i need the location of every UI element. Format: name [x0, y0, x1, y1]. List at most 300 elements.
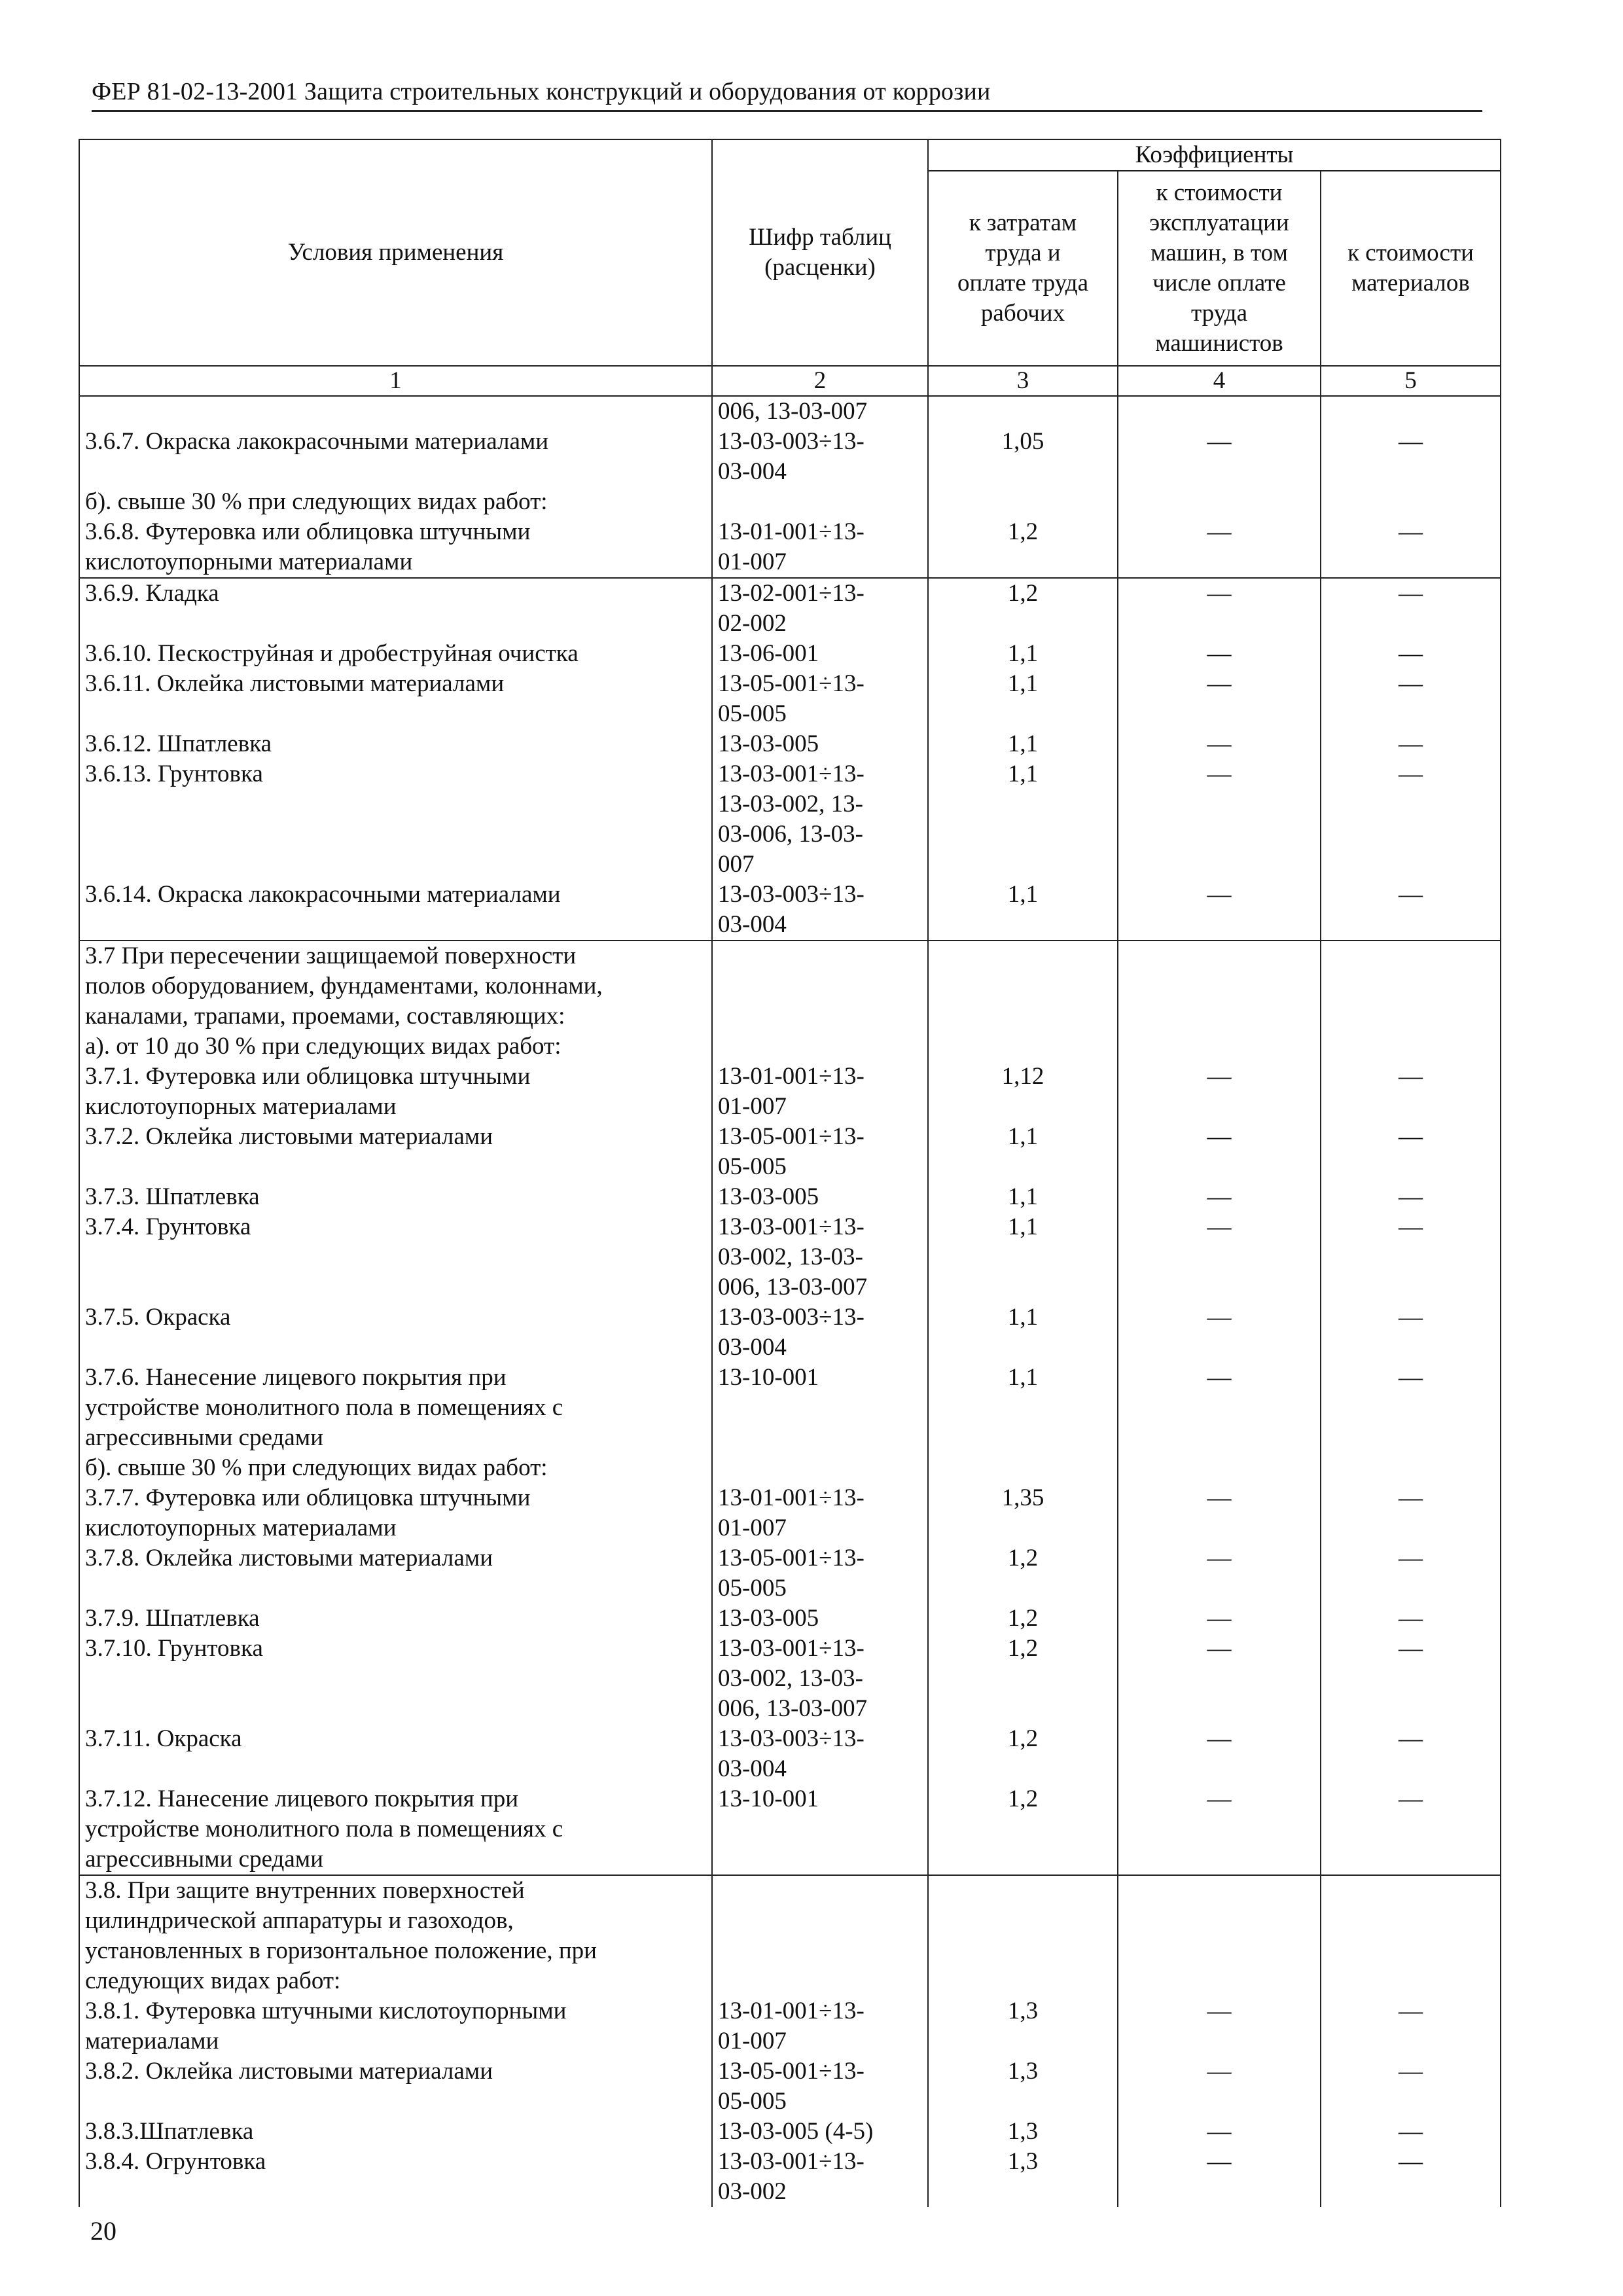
- cell-line: [1124, 1001, 1315, 1031]
- machine-coefficient-cell: [1118, 1483, 1321, 1543]
- material-coefficient-cell: [1321, 1604, 1501, 1634]
- header-table-code-line-2: (расценки): [764, 254, 876, 281]
- cell-line: 3.8.3.Шпатлевка: [85, 2118, 254, 2145]
- cell-line: [1124, 1966, 1315, 1996]
- cell-line: —: [1207, 1635, 1232, 1662]
- condition-cell: [79, 1996, 712, 2056]
- condition-cell: [79, 669, 712, 729]
- cell-line: [85, 457, 706, 487]
- cell-line: [85, 819, 706, 850]
- cell-line: —: [1207, 670, 1232, 697]
- cell-line: 13-01-001÷13-: [718, 1063, 865, 1090]
- cell-line: [1327, 971, 1495, 1001]
- material-coefficient-cell: [1321, 1182, 1501, 1212]
- cell-line: 3.7.12. Нанесение лицевого покрытия при: [85, 1785, 519, 1812]
- machine-coefficient-cell: [1118, 1875, 1321, 1996]
- table-row: [79, 396, 1501, 487]
- condition-cell: [79, 759, 712, 880]
- cell-line: 3.7 При пересечении защищаемой поверхности: [85, 942, 577, 969]
- cell-line: 13-03-001÷13-: [718, 1635, 865, 1662]
- cell-line: 13-01-001÷13-: [718, 1998, 865, 2024]
- table-row: [79, 1543, 1501, 1604]
- machine-coefficient-cell: [1118, 1996, 1321, 2056]
- labor-coefficient-cell: [928, 2117, 1118, 2147]
- header-rule: [92, 110, 1482, 112]
- table-code-cell: [712, 1996, 928, 2056]
- cell-line: 1,1: [1007, 670, 1039, 697]
- cell-line: 13-03-001÷13-: [718, 2148, 865, 2175]
- cell-line: [85, 1152, 706, 1182]
- cell-line: [1327, 1423, 1495, 1453]
- cell-line: 3.7.1. Футеровка или облицовка штучными: [85, 1063, 531, 1090]
- cell-line: —: [1399, 730, 1423, 757]
- cell-line: [718, 1936, 922, 1966]
- cell-line: [1327, 2177, 1495, 2207]
- cell-line: 1,3: [1007, 1998, 1039, 2024]
- cell-line: [1327, 1573, 1495, 1604]
- cell-line: 05-005: [718, 700, 787, 727]
- labor-coefficient-cell: [928, 1724, 1118, 1784]
- cell-line: [1327, 487, 1495, 517]
- cell-line: [1327, 789, 1495, 819]
- cell-line: 1,1: [1007, 881, 1039, 908]
- cell-line: 13-03-005: [718, 1605, 819, 1632]
- machine-coefficient-cell: [1118, 639, 1321, 669]
- cell-line: [934, 2026, 1112, 2056]
- cell-line: 1,35: [1001, 1484, 1044, 1511]
- cell-line: 1,1: [1007, 730, 1039, 757]
- cell-line: [85, 2087, 706, 2117]
- cell-line: [1124, 1092, 1315, 1122]
- cell-line: б). свыше 30 % при следующих видах работ:: [85, 1454, 548, 1481]
- cell-line: —: [1399, 1304, 1423, 1331]
- cell-line: 05-005: [718, 1153, 787, 1180]
- header-labor-line: труда и: [985, 240, 1061, 266]
- cell-line: 3.7.3. Шпатлевка: [85, 1183, 260, 1210]
- cell-line: 3.7.11. Окраска: [85, 1725, 242, 1752]
- labor-coefficient-cell: [928, 880, 1118, 941]
- cell-line: [934, 1152, 1112, 1182]
- cell-line: [1124, 2026, 1315, 2056]
- cell-line: [1124, 1694, 1315, 1724]
- table-code-cell: [712, 1302, 928, 1363]
- labor-coefficient-cell: [928, 1302, 1118, 1363]
- material-coefficient-cell: [1321, 1634, 1501, 1724]
- machine-coefficient-cell: [1118, 487, 1321, 517]
- cell-line: 3.6.12. Шпатлевка: [85, 730, 272, 757]
- cell-line: —: [1207, 2118, 1232, 2145]
- cell-line: 3.6.7. Окраска лакокрасочными материалами: [85, 428, 549, 455]
- table-row: [79, 517, 1501, 578]
- cell-line: [934, 1423, 1112, 1453]
- cell-line: 1,2: [1007, 1545, 1039, 1571]
- cell-line: [1124, 1152, 1315, 1182]
- table-code-cell: [712, 2056, 928, 2117]
- cell-line: —: [1399, 1123, 1423, 1150]
- cell-line: [1327, 1001, 1495, 1031]
- cell-line: 13-10-001: [718, 1785, 819, 1812]
- header-labor: [928, 171, 1118, 366]
- table-code-cell: [712, 2147, 928, 2207]
- header-machines-line: к стоимости: [1156, 179, 1283, 206]
- cell-line: [1124, 789, 1315, 819]
- cell-line: 13-03-001÷13-: [718, 1213, 865, 1240]
- table-code-cell: [712, 1182, 928, 1212]
- cell-line: агрессивными средами: [85, 1846, 324, 1873]
- cell-line: [1124, 1664, 1315, 1694]
- cell-line: [934, 2087, 1112, 2117]
- labor-coefficient-cell: [928, 1453, 1118, 1483]
- cell-line: —: [1207, 2058, 1232, 2085]
- cell-line: —: [1399, 640, 1423, 667]
- cell-line: —: [1399, 580, 1423, 607]
- cell-line: —: [1399, 761, 1423, 787]
- machine-coefficient-cell: [1118, 1212, 1321, 1302]
- cell-line: 1,1: [1007, 761, 1039, 787]
- table-code-cell: [712, 1543, 928, 1604]
- table-row: [79, 729, 1501, 759]
- header-table-code-line-1: Шифр таблиц: [749, 224, 891, 251]
- material-coefficient-cell: [1321, 1363, 1501, 1453]
- material-coefficient-cell: [1321, 2117, 1501, 2147]
- cell-line: [1327, 941, 1495, 971]
- table-row: [79, 1302, 1501, 1363]
- table-code-cell: [712, 880, 928, 941]
- condition-cell: [79, 1724, 712, 1784]
- cell-line: —: [1207, 1123, 1232, 1150]
- cell-line: [1327, 609, 1495, 639]
- cell-line: [1124, 1906, 1315, 1936]
- cell-line: [85, 1573, 706, 1604]
- machine-coefficient-cell: [1118, 880, 1321, 941]
- header-machines-line: эксплуатации: [1149, 209, 1289, 236]
- cell-line: 3.6.11. Оклейка листовыми материалами: [85, 670, 505, 697]
- machine-coefficient-cell: [1118, 396, 1321, 487]
- cell-line: [85, 1664, 706, 1694]
- cell-line: [1124, 487, 1315, 517]
- condition-cell: [79, 2147, 712, 2207]
- labor-coefficient-cell: [928, 578, 1118, 639]
- machine-coefficient-cell: [1118, 578, 1321, 639]
- cell-line: [934, 1513, 1112, 1543]
- condition-cell: [79, 1182, 712, 1212]
- cell-line: —: [1207, 1063, 1232, 1090]
- table-code-cell: [712, 1875, 928, 1996]
- cell-line: 03-006, 13-03-: [718, 821, 863, 848]
- header-table-code: [712, 139, 928, 366]
- table-row: [79, 1212, 1501, 1302]
- header-machines-line: числе оплате: [1152, 270, 1286, 296]
- material-coefficient-cell: [1321, 1483, 1501, 1543]
- cell-line: 1,2: [1007, 1785, 1039, 1812]
- cell-line: 1,3: [1007, 2058, 1039, 2085]
- machine-coefficient-cell: [1118, 1182, 1321, 1212]
- machine-coefficient-cell: [1118, 2117, 1321, 2147]
- labor-coefficient-cell: [928, 2056, 1118, 2117]
- cell-line: следующих видах работ:: [85, 1967, 341, 1994]
- cell-line: —: [1399, 1364, 1423, 1391]
- table-row: [79, 941, 1501, 1062]
- cell-line: 3.8.4. Огрунтовка: [85, 2148, 266, 2175]
- cell-line: [1124, 1031, 1315, 1062]
- header-machines-line: машин, в том: [1150, 240, 1288, 266]
- machine-coefficient-cell: [1118, 669, 1321, 729]
- table-code-cell: [712, 1784, 928, 1875]
- table-row: [79, 2117, 1501, 2147]
- cell-line: [1124, 1573, 1315, 1604]
- cell-line: 1,1: [1007, 640, 1039, 667]
- table-code-cell: [712, 2117, 928, 2147]
- condition-cell: [79, 1122, 712, 1182]
- cell-line: —: [1399, 1785, 1423, 1812]
- cell-line: [718, 1844, 922, 1874]
- cell-line: [1327, 1936, 1495, 1966]
- cell-line: 3.6.9. Кладка: [85, 580, 219, 607]
- machine-coefficient-cell: [1118, 1062, 1321, 1122]
- material-coefficient-cell: [1321, 729, 1501, 759]
- cell-line: [934, 397, 1112, 427]
- cell-line: 13-03-005 (4-5): [718, 2118, 874, 2145]
- cell-line: [85, 1242, 706, 1272]
- cell-line: [1327, 1966, 1495, 1996]
- labor-coefficient-cell: [928, 487, 1118, 517]
- cell-line: —: [1399, 2058, 1423, 2085]
- cell-line: —: [1399, 1725, 1423, 1752]
- cell-line: [1327, 1453, 1495, 1483]
- table-row: [79, 578, 1501, 639]
- labor-coefficient-cell: [928, 396, 1118, 487]
- table-row: [79, 2147, 1501, 2207]
- cell-line: 13-03-003÷13-: [718, 428, 865, 455]
- table-code-cell: [712, 1122, 928, 1182]
- material-coefficient-cell: [1321, 396, 1501, 487]
- machine-coefficient-cell: [1118, 1453, 1321, 1483]
- labor-coefficient-cell: [928, 1634, 1118, 1724]
- condition-cell: [79, 1483, 712, 1543]
- material-coefficient-cell: [1321, 517, 1501, 578]
- cell-line: 01-007: [718, 1093, 787, 1120]
- table-row: [79, 1875, 1501, 1996]
- table-code-cell: [712, 1634, 928, 1724]
- column-number: 3: [928, 366, 1118, 396]
- cell-line: [1124, 819, 1315, 850]
- table-row: [79, 669, 1501, 729]
- cell-line: [1327, 850, 1495, 880]
- cell-line: [1124, 1453, 1315, 1483]
- cell-line: 1,1: [1007, 1213, 1039, 1240]
- material-coefficient-cell: [1321, 639, 1501, 669]
- header-labor-line: рабочих: [980, 300, 1065, 327]
- cell-line: 3.6.8. Футеровка или облицовка штучными: [85, 518, 531, 545]
- table-code-cell: [712, 1062, 928, 1122]
- cell-line: 007: [718, 851, 755, 878]
- cell-line: 1,3: [1007, 2118, 1039, 2145]
- cell-line: [718, 1001, 922, 1031]
- cell-line: кислотоупорных материалами: [85, 1093, 397, 1120]
- cell-line: 03-002, 13-03-: [718, 1244, 863, 1270]
- table-row: [79, 1483, 1501, 1543]
- header-coefficients: Коэффициенты: [928, 139, 1501, 171]
- cell-line: установленных в горизонтальное положение, при: [85, 1937, 597, 1964]
- header-conditions: Условия применения: [79, 139, 712, 366]
- condition-cell: [79, 1634, 712, 1724]
- cell-line: —: [1399, 1545, 1423, 1571]
- cell-line: [718, 1423, 922, 1453]
- cell-line: —: [1207, 1998, 1232, 2024]
- cell-line: [934, 971, 1112, 1001]
- table-row: [79, 1363, 1501, 1453]
- cell-line: —: [1399, 670, 1423, 697]
- table-row: [79, 2056, 1501, 2117]
- cell-line: —: [1207, 1785, 1232, 1812]
- material-coefficient-cell: [1321, 578, 1501, 639]
- cell-line: [1327, 1092, 1495, 1122]
- cell-line: [1124, 1844, 1315, 1874]
- cell-line: 13-03-005: [718, 730, 819, 757]
- cell-line: [934, 457, 1112, 487]
- cell-line: [718, 1453, 922, 1483]
- cell-line: —: [1207, 2148, 1232, 2175]
- table-code-cell: [712, 639, 928, 669]
- cell-line: —: [1207, 518, 1232, 545]
- cell-line: [934, 1906, 1112, 1936]
- cell-line: 1,1: [1007, 1304, 1039, 1331]
- cell-line: [934, 1092, 1112, 1122]
- cell-line: —: [1207, 1183, 1232, 1210]
- cell-line: материалами: [85, 2028, 219, 2054]
- cell-line: 13-03-003÷13-: [718, 1725, 865, 1752]
- cell-line: [1327, 2087, 1495, 2117]
- cell-line: 01-007: [718, 2028, 787, 2054]
- column-number: 1: [79, 366, 712, 396]
- table-code-cell: [712, 1212, 928, 1302]
- cell-line: [1327, 397, 1495, 427]
- table-row: [79, 880, 1501, 941]
- cell-line: [1124, 1513, 1315, 1543]
- header-machines-line: машинистов: [1155, 330, 1283, 357]
- cell-line: [934, 487, 1112, 517]
- condition-cell: [79, 1062, 712, 1122]
- cell-line: каналами, трапами, проемами, составляющих:: [85, 1003, 565, 1030]
- cell-line: [934, 1936, 1112, 1966]
- cell-line: [1327, 1152, 1495, 1182]
- cell-line: [1124, 1393, 1315, 1423]
- machine-coefficient-cell: [1118, 1122, 1321, 1182]
- cell-line: кислотоупорными материалами: [85, 548, 413, 575]
- cell-line: —: [1399, 1484, 1423, 1511]
- condition-cell: [79, 729, 712, 759]
- cell-line: —: [1399, 881, 1423, 908]
- cell-line: [85, 910, 706, 940]
- cell-line: [1124, 2177, 1315, 2207]
- cell-line: —: [1399, 2118, 1423, 2145]
- cell-line: 03-004: [718, 1334, 787, 1361]
- cell-line: 13-02-001÷13-: [718, 580, 865, 607]
- cell-line: [1327, 1664, 1495, 1694]
- material-coefficient-cell: [1321, 1875, 1501, 1996]
- header-materials-line: материалов: [1351, 270, 1470, 296]
- cell-line: 02-002: [718, 610, 787, 637]
- cell-line: —: [1207, 1725, 1232, 1752]
- cell-line: [1327, 1694, 1495, 1724]
- machine-coefficient-cell: [1118, 1724, 1321, 1784]
- table-body: [79, 396, 1501, 2207]
- header-materials-line: к стоимости: [1347, 240, 1474, 266]
- cell-line: 006, 13-03-007: [718, 398, 868, 425]
- material-coefficient-cell: [1321, 759, 1501, 880]
- cell-line: 03-004: [718, 911, 787, 938]
- cell-line: —: [1207, 580, 1232, 607]
- cell-line: —: [1207, 640, 1232, 667]
- cell-line: а). от 10 до 30 % при следующих видах работ:: [85, 1033, 562, 1060]
- cell-line: 3.6.13. Грунтовка: [85, 761, 263, 787]
- condition-cell: [79, 1363, 712, 1453]
- labor-coefficient-cell: [928, 1543, 1118, 1604]
- cell-line: [718, 1814, 922, 1844]
- cell-line: [934, 1573, 1112, 1604]
- cell-line: 3.6.14. Окраска лакокрасочными материалами: [85, 881, 561, 908]
- cell-line: 05-005: [718, 2088, 787, 2115]
- cell-line: [934, 547, 1112, 577]
- cell-line: —: [1399, 518, 1423, 545]
- cell-line: [934, 1001, 1112, 1031]
- cell-line: [934, 1966, 1112, 1996]
- condition-cell: [79, 517, 712, 578]
- cell-line: [85, 609, 706, 639]
- cell-line: [934, 1393, 1112, 1423]
- material-coefficient-cell: [1321, 1724, 1501, 1784]
- material-coefficient-cell: [1321, 1212, 1501, 1302]
- cell-line: 13-05-001÷13-: [718, 670, 865, 697]
- labor-coefficient-cell: [928, 1604, 1118, 1634]
- cell-line: [1124, 699, 1315, 729]
- cell-line: 13-10-001: [718, 1364, 819, 1391]
- cell-line: 13-01-001÷13-: [718, 1484, 865, 1511]
- cell-line: 3.6.10. Пескоструйная и дробеструйная очистка: [85, 640, 579, 667]
- cell-line: 1,2: [1007, 580, 1039, 607]
- cell-line: 3.8.2. Оклейка листовыми материалами: [85, 2058, 493, 2085]
- cell-line: 3.7.10. Грунтовка: [85, 1635, 263, 1662]
- table-row: [79, 1062, 1501, 1122]
- cell-line: 1,2: [1007, 1605, 1039, 1632]
- cell-line: —: [1207, 1364, 1232, 1391]
- cell-line: [1327, 819, 1495, 850]
- cell-line: [1327, 1513, 1495, 1543]
- cell-line: [718, 1393, 922, 1423]
- cell-line: —: [1399, 1635, 1423, 1662]
- cell-line: [934, 819, 1112, 850]
- cell-line: [934, 1453, 1112, 1483]
- cell-line: [85, 1272, 706, 1302]
- material-coefficient-cell: [1321, 1453, 1501, 1483]
- cell-line: 13-05-001÷13-: [718, 2058, 865, 2085]
- cell-line: [934, 1814, 1112, 1844]
- table-code-cell: [712, 1363, 928, 1453]
- table-row: [79, 487, 1501, 517]
- cell-line: [1124, 1423, 1315, 1453]
- cell-line: 3.7.7. Футеровка или облицовка штучными: [85, 1484, 531, 1511]
- table-row: [79, 1996, 1501, 2056]
- material-coefficient-cell: [1321, 1062, 1501, 1122]
- labor-coefficient-cell: [928, 759, 1118, 880]
- material-coefficient-cell: [1321, 1996, 1501, 2056]
- condition-cell: [79, 396, 712, 487]
- cell-line: [1124, 850, 1315, 880]
- cell-line: [718, 1031, 922, 1062]
- cell-line: устройстве монолитного пола в помещениях с: [85, 1394, 563, 1421]
- cell-line: 1,1: [1007, 1183, 1039, 1210]
- cell-line: [1124, 1814, 1315, 1844]
